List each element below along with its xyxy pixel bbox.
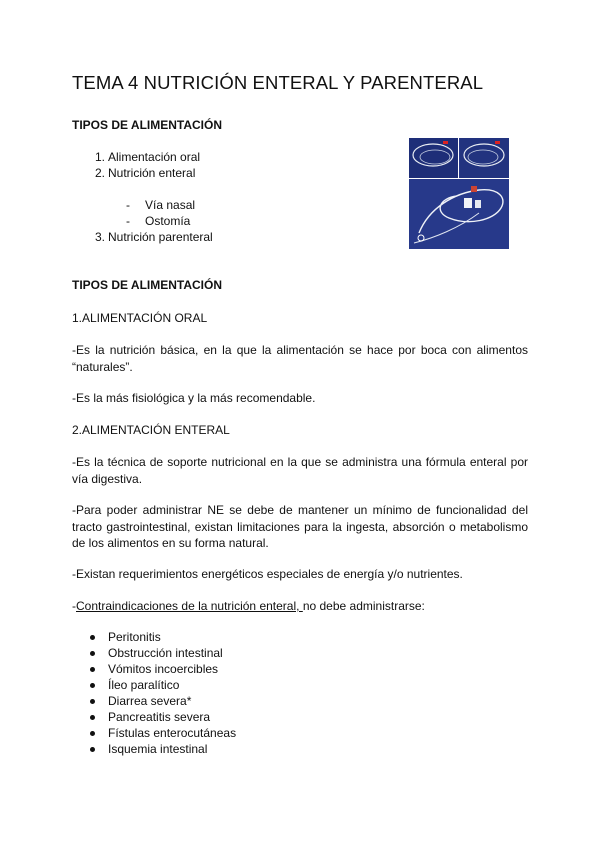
list-number: 3. [94,230,105,244]
page-title: TEMA 4 NUTRICIÓN ENTERAL Y PARENTERAL [72,72,484,93]
bullet-label: Diarrea severa* [108,694,192,708]
bullet-icon [90,635,95,640]
list-number: 1. [94,150,105,164]
dash-marker: - [126,198,130,212]
paragraph: -Es la más fisiológica y la más recomendable. [72,391,316,405]
sublist-item-label: Vía nasal [145,198,196,212]
bullet-label: Peritonitis [108,630,161,644]
feeding-tubes-image [409,138,509,249]
contraindications-line [72,598,528,615]
contraindications-underlined: Contraindicaciones de la nutrición enteral, [76,599,303,613]
paragraph: -Es la nutrición básica, en la que la alimentación se hace por boca con alimentos “naturales”. [72,343,528,374]
bullet-label: Íleo paralítico [108,678,180,692]
contra-suffix: no debe administrarse: [302,599,425,613]
bullet-icon [90,747,95,752]
bullet-icon [90,715,95,720]
subheading-enteral: 2.ALIMENTACIÓN ENTERAL [72,423,230,437]
bullet-label: Pancreatitis severa [108,710,211,724]
subheading-oral: 1.ALIMENTACIÓN ORAL [72,311,208,325]
contra-prefix: - [72,599,76,613]
dash-marker: - [126,214,130,228]
list-item-label: Alimentación oral [108,150,201,164]
list-item-label: Nutrición enteral [108,166,196,180]
bullet-icon [90,731,95,736]
bullet-label: Obstrucción intestinal [108,646,223,660]
bullet-icon [90,667,95,672]
paragraph: -Existan requerimientos energéticos especiales de energía y/o nutrientes. [72,567,463,581]
section-heading-tipos-2: TIPOS DE ALIMENTACIÓN [72,278,222,292]
sublist-item-label: Ostomía [145,214,191,228]
paragraph: -Para poder administrar NE se debe de mantener un mínimo de funcionalidad del tracto gastrointestinal, existan limitaciones para la ingesta, absorción o metabolismo de los alimentos en su forma natural. [72,503,528,550]
paragraph: -Es la técnica de soporte nutricional en la que se administra una fórmula enteral por vía digestiva. [72,455,528,486]
bullet-label: Isquemia intestinal [108,742,208,756]
bullet-icon [90,651,95,656]
section-heading-tipos: TIPOS DE ALIMENTACIÓN [72,118,222,132]
list-number: 2. [94,166,105,180]
bullet-icon [90,683,95,688]
bullet-icon [90,699,95,704]
list-item-label: Nutrición parenteral [108,230,213,244]
bullet-label: Fístulas enterocutáneas [108,726,237,740]
feeding-tubes-illustration [409,138,509,249]
bullet-label: Vómitos incoercibles [108,662,219,676]
